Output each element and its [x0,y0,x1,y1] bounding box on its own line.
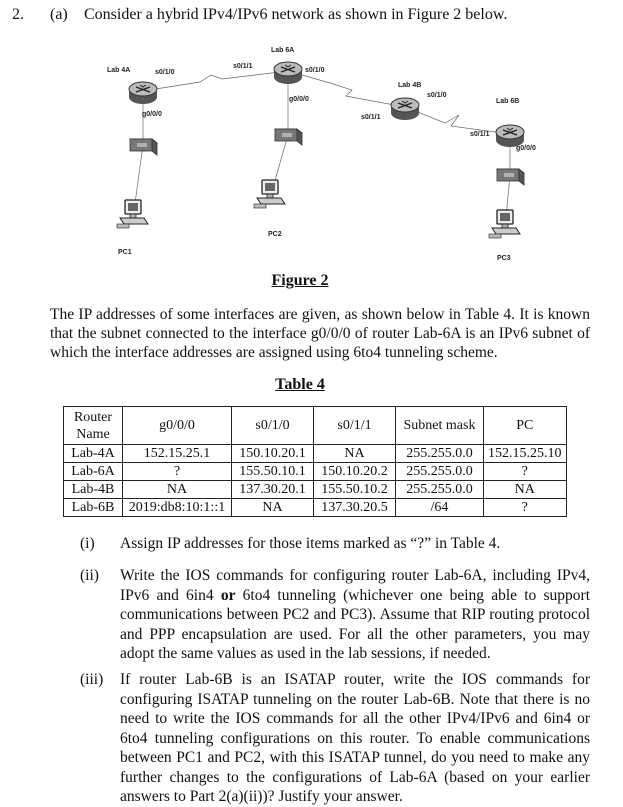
pc3-icon [489,210,520,238]
switch-icon [275,129,302,145]
interface-label: g0/0/0 [289,96,309,103]
interface-label: s0/1/1 [233,63,253,70]
table-cell: ? [484,463,567,481]
item-label: (ii) [80,567,99,584]
router-label: Lab 4A [107,67,131,74]
table-row [64,481,567,499]
router-label: Lab 4B [398,82,422,89]
interface-label: s0/1/0 [427,92,447,99]
column-header: PC [484,407,567,445]
interface-label: s0/1/0 [155,69,175,76]
table-row [64,499,567,517]
router-lab-4b-icon [391,98,419,120]
interface-label: g0/0/0 [516,145,536,152]
table-cell: 137.30.20.1 [232,481,314,499]
pc-label: PC3 [497,255,511,262]
column-header: g0/0/0 [123,407,232,445]
table-cell: NA [123,481,232,499]
router-label: Lab 6B [496,98,520,105]
intro-paragraph: The IP addresses of some interfaces are given, as shown below in Table 4. It is known that the subnet connected to the interface g0/0/0 of router Lab-6A is an IPv6 subnet of which the interface addresses are assigned using 6to4 tunneling scheme. [50,306,590,361]
router-lab-6a-icon [274,62,302,84]
question-number: 2. [12,6,24,23]
pc-label: PC1 [118,249,132,256]
table-cell: 150.10.20.1 [232,445,314,463]
table-cell: 255.255.0.0 [396,463,484,481]
table-cell: /64 [396,499,484,517]
network-topology-diagram [0,36,623,272]
table-cell: 137.30.20.5 [314,499,396,517]
router-lab-4a-icon [129,82,157,104]
table-cell: ? [484,499,567,517]
table-row [64,445,567,463]
table-row [64,463,567,481]
pc1-icon [117,200,148,228]
item-text: Write the IOS commands for configuring router Lab-6A, including IPv4, IPv6 and 6in4 or 6to4 tunneling (whichever one being able to support communications between PC2 and PC3). Assume that RIP routing protocol and PPP encapsulation are used. For all the other parameters, you may adopt the same values as used in the lab sessions, if needed. [120,567,591,662]
table-cell: 255.255.0.0 [396,481,484,499]
item-label: (i) [80,535,95,552]
table-cell: NA [232,499,314,517]
interface-label: s0/1/0 [305,67,325,74]
table-cell: 255.255.0.0 [396,445,484,463]
table-cell: NA [484,481,567,499]
table-cell: 155.50.10.1 [232,463,314,481]
router-lab-6b-icon [496,125,524,147]
question-part: (a) [50,6,68,23]
question-item-iii [80,670,590,807]
table-cell: 2019:db8:10:1::1 [123,499,232,517]
switch-icon [130,139,157,155]
table-cell: NA [314,445,396,463]
table-cell: ? [123,463,232,481]
pc-label: PC2 [268,231,282,238]
interface-label: s0/1/1 [361,114,381,121]
question-intro: Consider a hybrid IPv4/IPv6 network as shown in Figure 2 below. [84,6,508,23]
column-header: Router Name [64,407,123,445]
item-label: (iii) [80,671,104,688]
network-links [133,71,510,228]
interface-label: g0/0/0 [142,111,162,118]
question-item-i [80,534,590,554]
router-label: Lab 6A [271,47,295,54]
column-header: Subnet mask [396,407,484,445]
column-header: s0/1/1 [314,407,396,445]
table-cell: 152.15.25.10 [484,445,567,463]
column-header: s0/1/0 [232,407,314,445]
pc2-icon [254,180,285,208]
table-cell: Lab-6A [64,463,123,481]
question-item-ii [80,566,590,664]
item-text: If router Lab-6B is an ISATAP router, write the IOS commands for configuring ISATAP tunneling on the router Lab-6B. Note that there is no need to write the IOS commands for all the other IPv4/IPv6 and 6in4 or 6to4 tunneling configurations on this router. To enable communications between PC1 and PC2, with this ISATAP tunnel, do you need to make any further changes to the configurations of Lab-6A (based on your earlier answers to Part 2(a)(ii))? Justify your answer. [120,671,590,805]
table-cell: Lab-6B [64,499,123,517]
table-cell: 150.10.20.2 [314,463,396,481]
item-text: Assign IP addresses for those items marked as “?” in Table 4. [120,535,501,552]
figure-caption: Figure 2 [271,272,329,289]
table-4 [63,406,567,517]
table-cell: 155.50.10.2 [314,481,396,499]
table-cell: Lab-4A [64,445,123,463]
interface-label: s0/1/1 [470,131,490,138]
table-cell: Lab-4B [64,481,123,499]
table-cell: 152.15.25.1 [123,445,232,463]
table-caption: Table 4 [275,376,325,393]
switch-icon [497,169,524,185]
